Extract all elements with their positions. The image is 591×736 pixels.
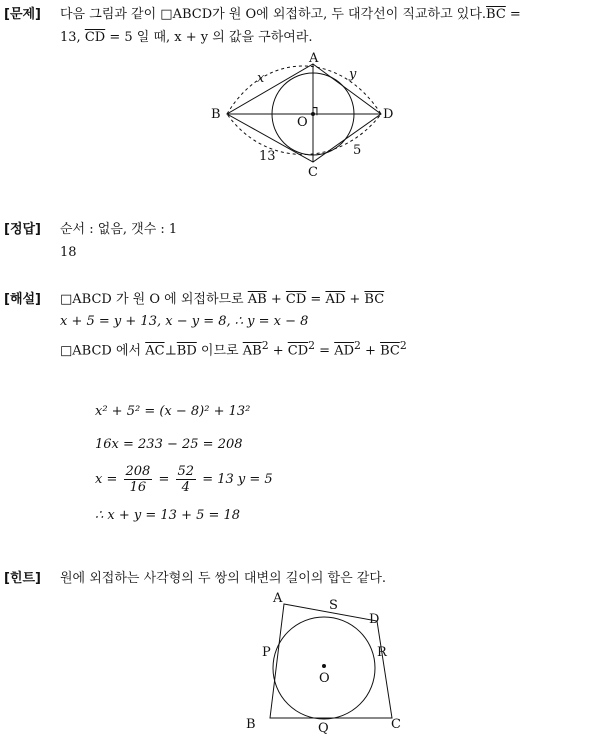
fraction-208-16: $\frac{208}{16}$ [125,464,151,495]
label-d-2: D [369,612,380,627]
label-r: R [377,645,387,660]
figure-1-diagram [205,50,400,180]
problem-line-1: 다음 그림과 같이 □ABCD가 원 O에 외접하고, 두 대각선이 직교하고 있다$.\overline{BC}$ = [60,7,521,22]
dashed-outline [227,66,381,155]
label-13: 13 [259,149,276,164]
label-o: O [297,115,308,130]
problem-label: [문제] [4,7,41,22]
label-a-2: A [273,591,283,606]
center-o-2 [322,664,326,668]
label-o-2: O [319,671,330,686]
explain-line-3: □ABCD 에서 $\overline{AC}\perp\overline{BD}$ 이므로 $\overline{AB}^2 + \overline{CD}^2 = \overline{AD}^2 + \overline{BC}^2$ [60,339,407,359]
figure-2-diagram [240,586,410,736]
answer-line-2: 18 [60,245,77,260]
label-b-2: B [246,717,256,732]
label-x: x [257,71,265,86]
label-c-2: C [391,717,401,732]
explain-line-1: □ABCD 가 원 O 에 외접하므로 $\overline{AB} + \overline{CD} = \overline{AD} + \overline{BC}$ [60,292,385,307]
equation-2: 16x = 233 − 25 = 208 [95,437,243,452]
answer-line-1: 순서 : 없음, 갯수 : 1 [60,222,178,237]
label-b: B [211,107,221,122]
label-p: P [262,645,271,660]
hint-label: [힌트] [4,571,41,586]
label-c: C [308,165,318,180]
right-angle-mark: ┐ [313,101,321,116]
label-s: S [329,598,338,613]
explain-line-2: x + 5 = y + 13, x − y = 8, ∴ y = x − 8 [60,314,309,329]
fraction-52-4: $\frac{52}{4}$ [177,464,195,495]
equation-3: x = $\frac{208}{16}$ = $\frac{52}{4}$ = 13 y = 5 [95,464,273,495]
label-d: D [383,107,394,122]
explain-label: [해설] [4,292,41,307]
equation-4: ∴ x + y = 13 + 5 = 18 [95,508,241,523]
answer-label: [정답] [4,222,41,237]
label-q: Q [318,721,329,736]
label-5: 5 [353,143,362,158]
equation-1: x² + 5² = (x − 8)² + 13² [95,404,251,419]
label-y: y [349,67,357,82]
hint-text: 원에 외접하는 사각형의 두 쌍의 대변의 길이의 합은 같다. [60,571,387,586]
label-a: A [309,51,319,66]
problem-line-2: 13, $\overline{CD} = 5$ 일 때, x + y 의 값을 구하여라. [60,30,313,45]
